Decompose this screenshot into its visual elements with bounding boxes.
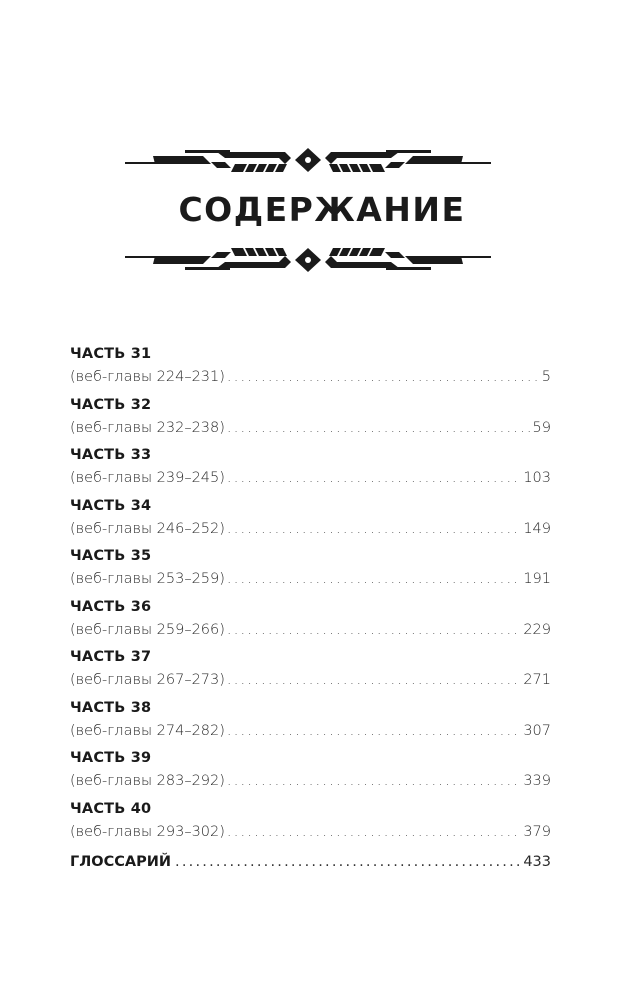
toc-range: (веб-главы 232–238) [70, 419, 225, 436]
toc-leader-dots [227, 365, 540, 389]
toc-entry[interactable] [70, 495, 551, 546]
toc-range: (веб-главы 239–245) [70, 470, 225, 486]
top-ornament-icon [125, 142, 491, 182]
toc-entry[interactable] [70, 343, 551, 394]
toc-part-title: ЧАСТЬ 39 [70, 750, 152, 766]
toc-leader-dots [227, 466, 521, 490]
toc-glossary-entry[interactable] [70, 850, 551, 874]
toc-page-number: 103 [523, 470, 551, 486]
toc-entry[interactable] [70, 596, 551, 647]
toc-page-number: 59 [532, 419, 551, 436]
bottom-ornament-icon [125, 238, 491, 278]
toc-range: (веб-главы 224–231) [70, 369, 225, 385]
toc-part-title: ЧАСТЬ 32 [70, 396, 152, 413]
toc-page-number: 5 [541, 369, 551, 385]
toc-range: (веб-главы 274–282) [70, 722, 225, 739]
toc-entry[interactable] [70, 394, 551, 445]
toc-range: (веб-главы 293–302) [70, 823, 225, 840]
toc-entry[interactable] [70, 747, 551, 798]
toc-leader-dots [175, 850, 519, 874]
toc-page-number: 379 [523, 823, 551, 840]
toc-leader-dots [227, 517, 521, 541]
toc-range: (веб-главы 283–292) [70, 773, 225, 789]
toc-page-number: 339 [523, 773, 551, 789]
toc-part-title: ЧАСТЬ 31 [70, 346, 152, 362]
toc-range: (веб-главы 253–259) [70, 571, 225, 587]
toc-range: (веб-главы 246–252) [70, 520, 225, 537]
toc-leader-dots [227, 820, 521, 844]
toc-range: (веб-главы 267–273) [70, 672, 225, 688]
toc-entry[interactable] [70, 545, 551, 596]
page-title: СОДЕРЖАНИЕ [178, 190, 466, 229]
toc-page-number: 191 [523, 571, 551, 587]
toc-leader-dots [227, 416, 531, 440]
toc-part-title: ЧАСТЬ 36 [70, 598, 152, 615]
toc-entry[interactable] [70, 646, 551, 697]
toc-range: (веб-главы 259–266) [70, 621, 225, 638]
toc-page-number: 433 [523, 854, 551, 870]
toc-entry[interactable] [70, 444, 551, 495]
toc-leader-dots [227, 769, 521, 793]
toc-page-number: 149 [523, 520, 551, 537]
toc-leader-dots [227, 719, 521, 743]
toc-part-title: ЧАСТЬ 35 [70, 548, 152, 564]
toc-leader-dots [227, 618, 521, 642]
toc-part-title: ЧАСТЬ 40 [70, 800, 152, 817]
toc-page-number: 307 [523, 722, 551, 739]
toc-part-title: ЧАСТЬ 34 [70, 497, 152, 514]
toc-entry[interactable] [70, 798, 551, 849]
toc-glossary-title: ГЛОССАРИЙ [70, 854, 172, 870]
toc-entry[interactable] [70, 697, 551, 748]
toc-part-title: ЧАСТЬ 37 [70, 649, 152, 665]
toc-part-title: ЧАСТЬ 33 [70, 447, 152, 463]
toc-leader-dots [227, 668, 521, 692]
toc-part-title: ЧАСТЬ 38 [70, 699, 152, 716]
table-of-contents [70, 343, 551, 874]
toc-page-number: 271 [523, 672, 551, 688]
toc-page-number: 229 [523, 621, 551, 638]
toc-leader-dots [227, 567, 521, 591]
